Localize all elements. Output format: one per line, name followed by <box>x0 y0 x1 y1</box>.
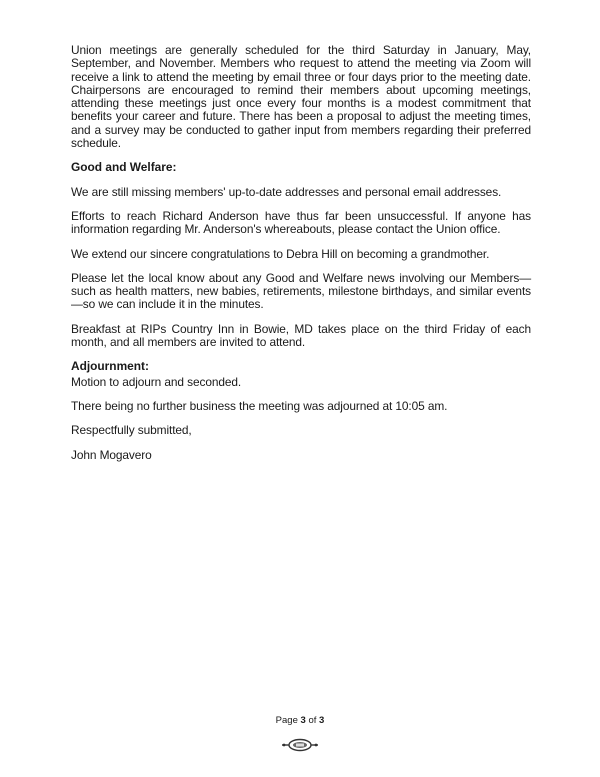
page-total: 3 <box>319 715 325 726</box>
adjournment-heading: Adjournment: <box>71 359 149 374</box>
congratulations-paragraph: We extend our sincere congratulations to Debra Hill on becoming a grandmother. <box>71 246 490 261</box>
page-current: 3 <box>300 715 306 726</box>
signature-name: John Mogavero <box>71 447 152 462</box>
closing-line: Respectfully submitted, <box>71 423 192 438</box>
union-logo-icon <box>280 738 320 752</box>
page-number <box>0 715 600 726</box>
motion-paragraph: Motion to adjourn and seconded. <box>71 374 242 389</box>
good-welfare-heading: Good and Welfare: <box>71 160 177 175</box>
richard-anderson-paragraph: Efforts to reach Richard Anderson have thus far been unsuccessful. If anyone has information regarding Mr. Anderson's whereabouts, please contact the Union office. <box>71 208 531 237</box>
page-of: of <box>308 715 317 726</box>
meetings-paragraph: Union meetings are generally scheduled for the third Saturday in January, May, September, and November. Members who request to attend the meeting via Zoom will receive a link to attend the meeting by email three or four days prior to the meeting date. Chairpersons are encouraged to remind their members about upcoming meetings, attending these meetings just once every four months is a modest commitment that benefits your career and future. There has been a proposal to adjust the meeting times, and a survey may be conducted to gather input from members regarding their preferred schedule. <box>71 43 531 151</box>
document-body <box>71 44 531 473</box>
missing-addresses-paragraph: We are still missing members' up-to-date addresses and personal email addresses. <box>71 184 502 199</box>
adjourned-paragraph: There being no further business the meeting was adjourned at 10:05 am. <box>71 398 448 413</box>
page-label: Page <box>275 715 298 726</box>
good-welfare-news-paragraph: Please let the local know about any Good and Welfare news involving our Members—such as health matters, new babies, retirements, milestone birthdays, and similar events—so we can include it in the minutes. <box>71 270 531 312</box>
breakfast-paragraph: Breakfast at RIPs Country Inn in Bowie, MD takes place on the third Friday of each month, and all members are invited to attend. <box>71 321 531 350</box>
